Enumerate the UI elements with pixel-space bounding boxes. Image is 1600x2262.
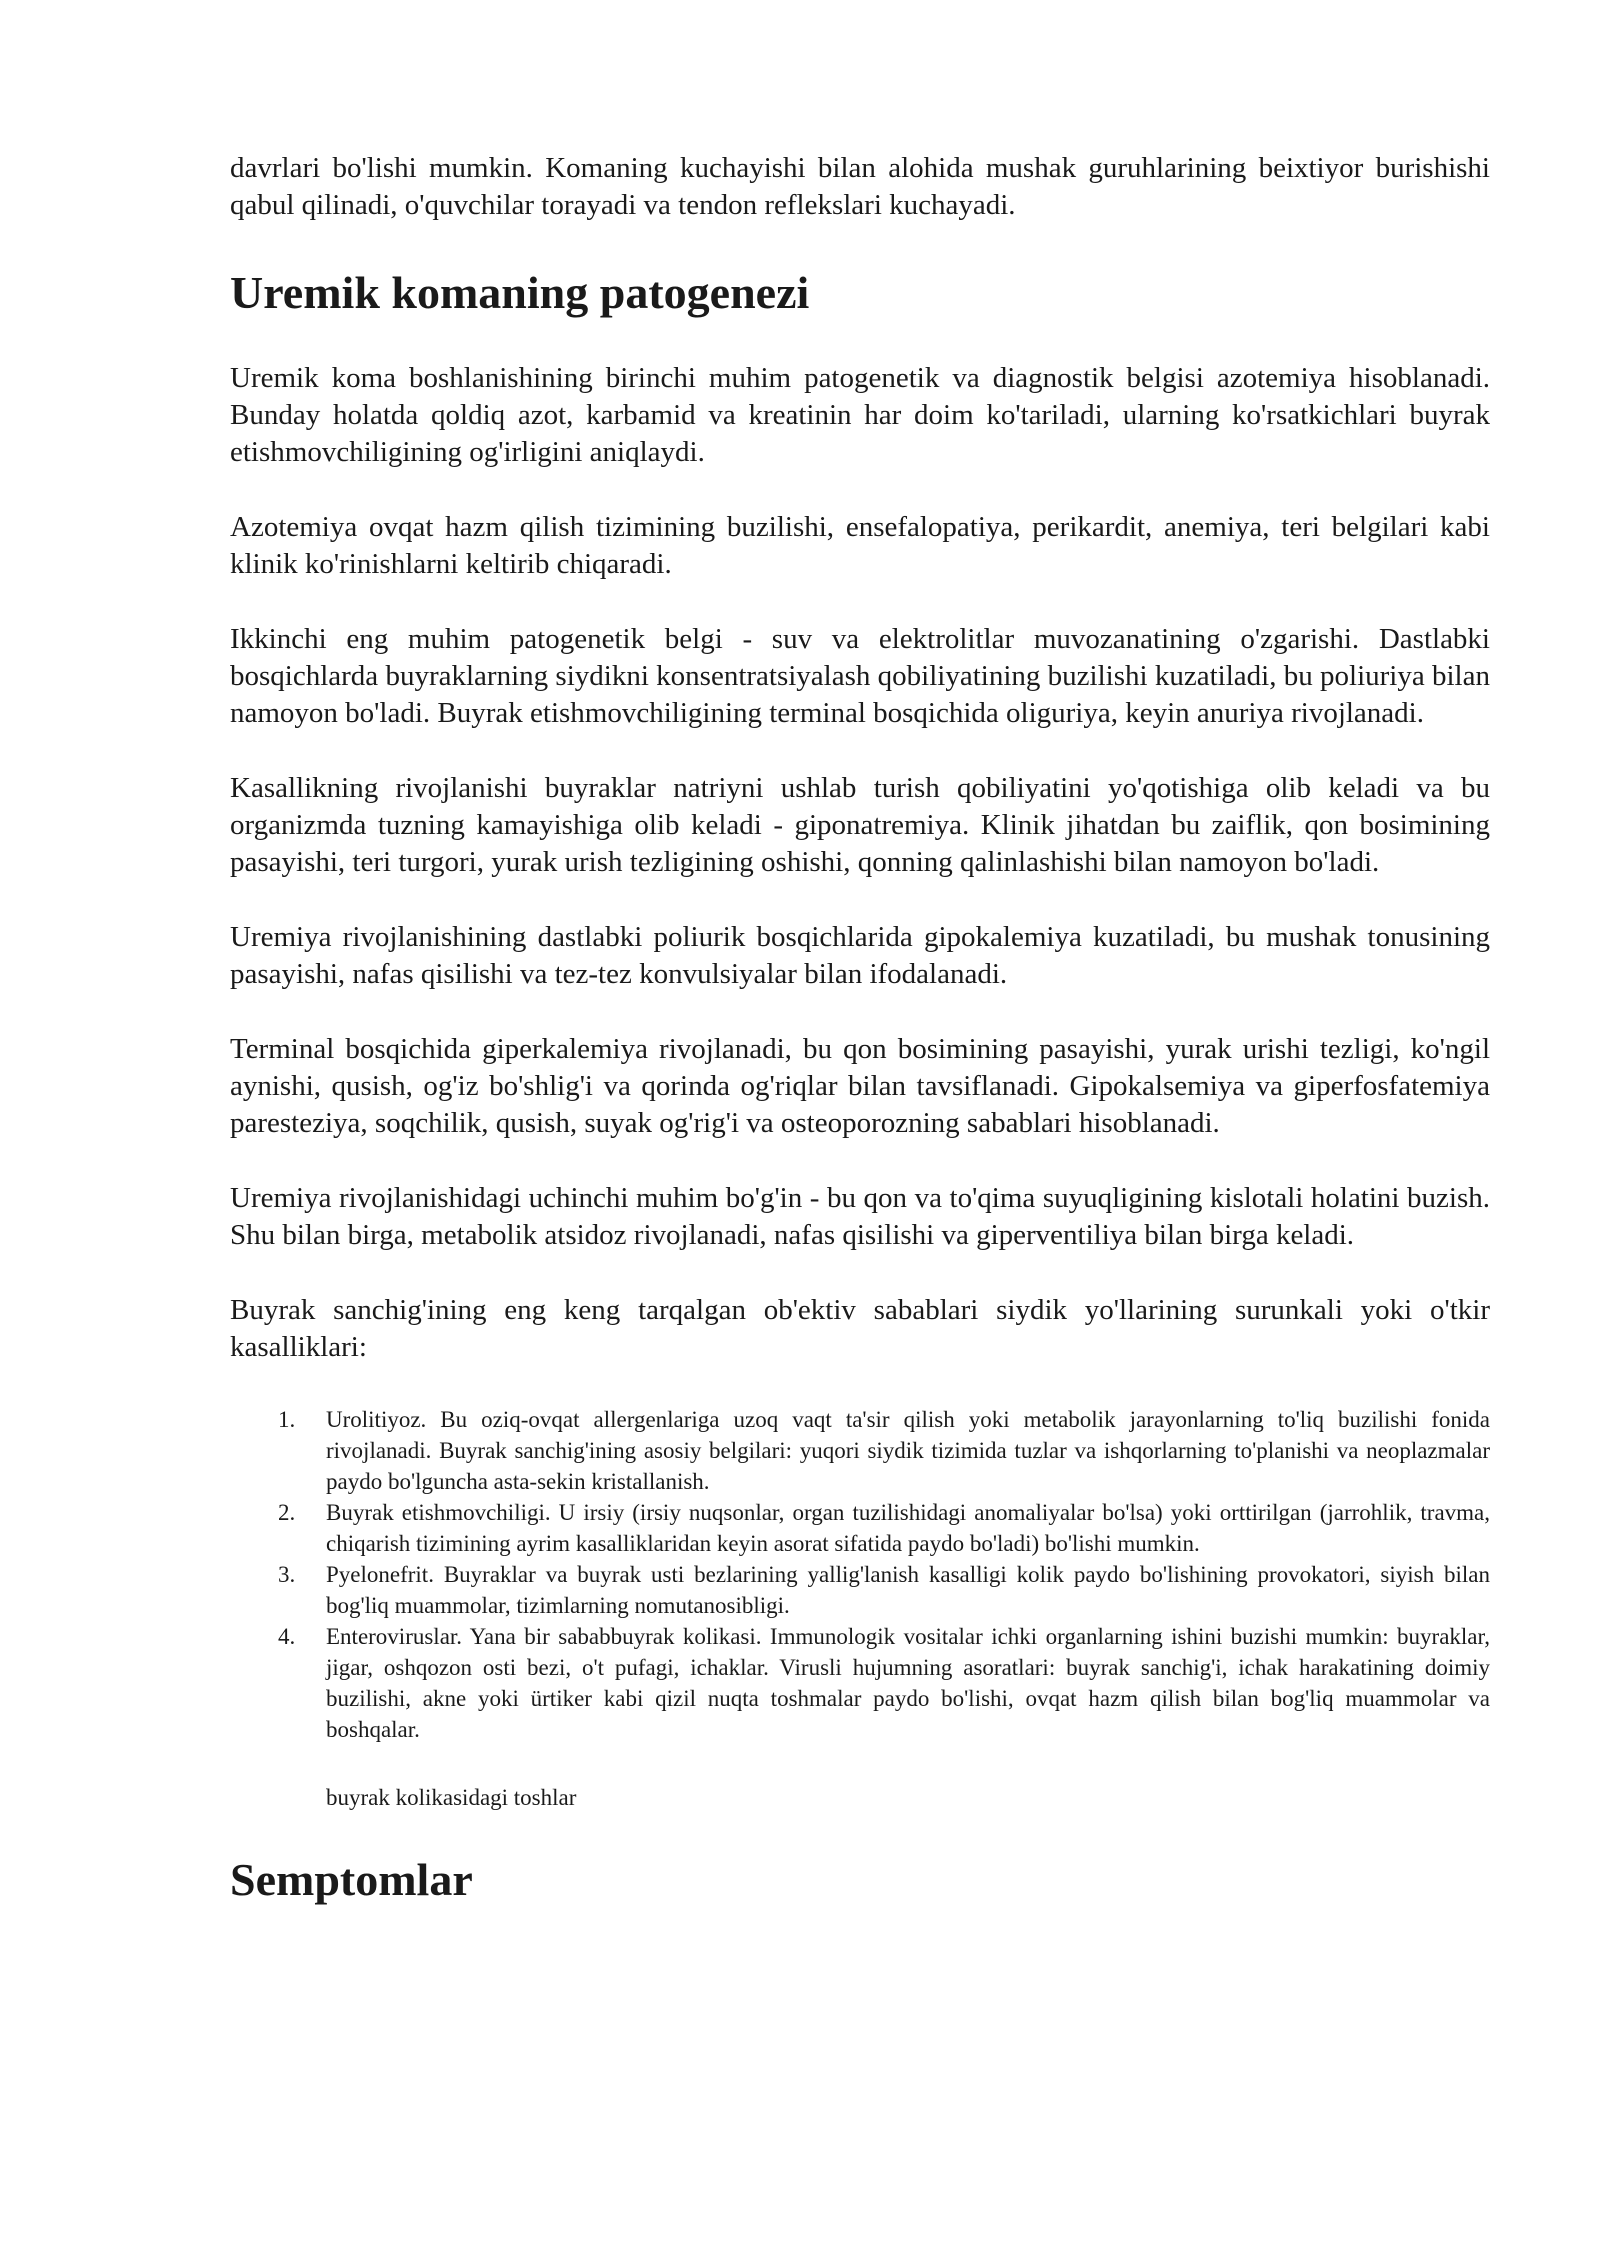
image-caption: buyrak kolikasidagi toshlar <box>326 1785 577 1810</box>
causes-list <box>230 1404 1490 1745</box>
paragraph-list-intro: Buyrak sanchig'ining eng keng tarqalgan ob'ektiv sabablari siydik yo'llarining surunkali yoki o'tkir kasalliklari: <box>230 1294 1490 1363</box>
paragraph: Azotemiya ovqat hazm qilish tizimining buzilishi, ensefalopatiya, perikardit, anemiya, teri belgilari kabi klinik ko'rinishlarni keltirib chiqaradi. <box>230 511 1490 580</box>
list-item <box>278 1559 1490 1621</box>
list-item-text: Buyrak etishmovchiligi. U irsiy (irsiy nuqsonlar, organ tuzilishidagi anomaliyalar bo'lsa) yoki orttirilgan (jarrohlik, travma, chiqarish tizimining ayrim kasalliklaridan keyin asorat sifatida paydo bo'ladi) bo'lishi mumkin. <box>326 1500 1490 1556</box>
paragraph: Uremik koma boshlanishining birinchi muhim patogenetik va diagnostik belgisi azotemiya hisoblanadi. Bunday holatda qoldiq azot, karbamid va kreatinin har doim ko'tariladi, ularning ko'rsatkichlari buyrak etishmovchiligining og'irligini aniqlaydi. <box>230 362 1490 468</box>
list-item <box>278 1404 1490 1497</box>
heading-symptoms: Semptomlar <box>230 1854 473 1905</box>
paragraph: Uremiya rivojlanishidagi uchinchi muhim bo'g'in - bu qon va to'qima suyuqligining kislotali holatini buzish. Shu bilan birga, metabolik atsidoz rivojlanadi, nafas qisilishi va giperventiliya bilan birga keladi. <box>230 1182 1490 1251</box>
document-page <box>230 150 1490 1947</box>
intro-paragraph: davrlari bo'lishi mumkin. Komaning kuchayishi bilan alohida mushak guruhlarining beixtiyor burishishi qabul qilinadi, o'quvchilar torayadi va tendon reflekslari kuchayadi. <box>230 152 1490 221</box>
list-item-text: Urolitiyoz. Bu oziq-ovqat allergenlariga uzoq vaqt ta'sir qilish yoki metabolik jarayonlarning to'liq buzilishi fonida rivojlanadi. Buyrak sanchig'ining asosiy belgilari: yuqori siydik tizimida tuzlar va ishqorlarning to'planishi va neoplazmalar paydo bo'lguncha asta-sekin kristallanish. <box>326 1407 1490 1494</box>
list-item-number: 3. <box>278 1562 296 1587</box>
paragraph: Uremiya rivojlanishining dastlabki poliurik bosqichlarida gipokalemiya kuzatiladi, bu mushak tonusining pasayishi, nafas qisilishi va tez-tez konvulsiyalar bilan ifodalanadi. <box>230 921 1490 990</box>
list-item-text: Pyelonefrit. Buyraklar va buyrak usti bezlarining yallig'lanish kasalligi kolik paydo bo'lishining provokatori, siyish bilan bog'liq muammolar, tizimlarning nomutanosibligi. <box>326 1562 1490 1618</box>
heading-pathogenesis: Uremik komaning patogenezi <box>230 267 810 318</box>
list-item-number: 1. <box>278 1407 296 1432</box>
paragraph: Ikkinchi eng muhim patogenetik belgi - suv va elektrolitlar muvozanatining o'zgarishi. Dastlabki bosqichlarda buyraklarning siydikni konsentratsiyalash qobiliyatining buzilishi kuzatiladi, bu poliuriya bilan namoyon bo'ladi. Buyrak etishmovchiligining terminal bosqichida oliguriya, keyin anuriya rivojlanadi. <box>230 623 1490 729</box>
list-item-text: Enteroviruslar. Yana bir sababbuyrak kolikasi. Immunologik vositalar ichki organlarning ishini buzishi mumkin: buyraklar, jigar, oshqozon osti bezi, o't pufagi, ichaklar. Virusli hujumning asoratlari: buyrak sanchig'i, ichak harakatining doimiy buzilishi, akne yoki ürtiker kabi qizil nuqta toshmalar paydo bo'lishi, ovqat hazm qilish bilan bog'liq muammolar va boshqalar. <box>326 1624 1490 1742</box>
paragraph: Terminal bosqichida giperkalemiya rivojlanadi, bu qon bosimining pasayishi, yurak urishi tezligi, ko'ngil aynishi, qusish, og'iz bo'shlig'i va qorinda og'riqlar bilan tavsiflanadi. Gipokalsemiya va giperfosfatemiya paresteziya, soqchilik, qusish, suyak og'rig'i va osteoporozning sabablari hisoblanadi. <box>230 1033 1490 1139</box>
list-item-number: 2. <box>278 1500 296 1525</box>
paragraph: Kasallikning rivojlanishi buyraklar natriyni ushlab turish qobiliyatini yo'qotishiga olib keladi va bu organizmda tuzning kamayishiga olib keladi - giponatremiya. Klinik jihatdan bu zaiflik, qon bosimining pasayishi, teri turgori, yurak urish tezligining oshishi, qonning qalinlashishi bilan namoyon bo'ladi. <box>230 772 1490 878</box>
list-item <box>278 1621 1490 1745</box>
list-item <box>278 1497 1490 1559</box>
list-item-number: 4. <box>278 1624 296 1649</box>
